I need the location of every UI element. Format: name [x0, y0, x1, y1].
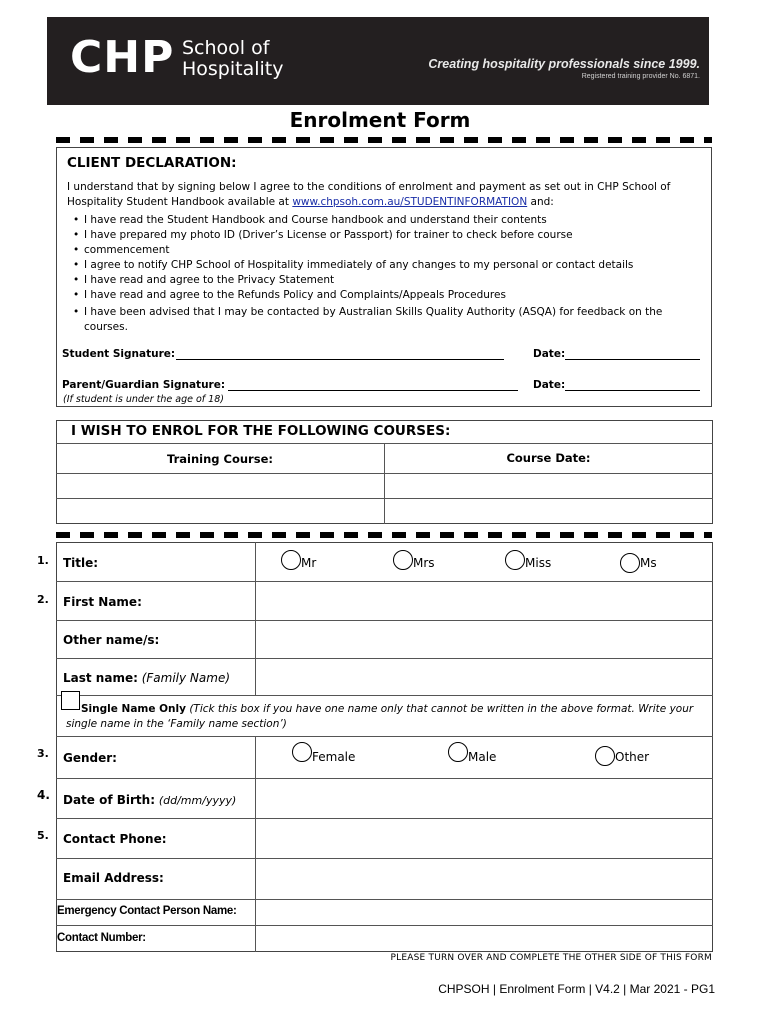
list-item: • I have read and agree to the Refunds Policy and Complaints/Appeals Procedures — [73, 288, 707, 303]
title-label: Title: — [63, 556, 99, 570]
gender-option-female[interactable]: Female — [292, 742, 355, 764]
radio-female[interactable] — [292, 742, 312, 762]
first-name-label: First Name: — [63, 595, 142, 609]
list-item: • I have prepared my photo ID (Driver’s License or Passport) for trainer to check before course — [73, 228, 707, 243]
row-number: 2. — [37, 593, 49, 606]
dob-label: Date of Birth: — [63, 793, 156, 807]
email-input[interactable] — [256, 859, 712, 899]
student-signature-label: Student Signature: — [62, 348, 176, 360]
single-name-note: (Tick this box if you have one name only that cannot be written in the above format. Write your single name in the ‘Family name section’) — [66, 703, 694, 730]
turn-over-note: PLEASE TURN OVER AND COMPLETE THE OTHER SIDE OF THIS FORM — [390, 953, 712, 963]
gender-option-male[interactable]: Male — [448, 742, 496, 764]
single-name-label: Single Name Only — [81, 703, 186, 715]
row-number: 5. — [37, 829, 49, 842]
contact-phone-label: Contact Phone: — [63, 832, 167, 846]
title-option-mrs[interactable]: Mrs — [393, 550, 435, 570]
parent-signature-label: Parent/Guardian Signature: — [62, 379, 226, 391]
contact-number-input[interactable] — [256, 926, 712, 951]
declaration-heading: CLIENT DECLARATION: — [67, 155, 237, 171]
dashed-divider — [56, 137, 712, 143]
col-training-course: Training Course: — [167, 452, 273, 466]
list-item: • commencement — [73, 243, 707, 258]
last-name-input[interactable] — [256, 659, 712, 695]
title-option-mr[interactable]: Mr — [281, 550, 316, 570]
parent-note: (If student is under the age of 18) — [63, 394, 224, 405]
contact-phone-input[interactable] — [256, 819, 712, 858]
logo-line-2: Hospitality — [182, 58, 284, 80]
parent-date-field[interactable] — [565, 390, 700, 391]
tagline: Creating hospitality professionals since 1999. — [428, 57, 700, 71]
single-name-text — [66, 702, 710, 732]
declaration-list — [73, 213, 707, 335]
col-course-date: Course Date: — [506, 451, 591, 465]
gender-option-other[interactable]: Other — [595, 746, 649, 766]
dob-label-group — [63, 793, 236, 807]
contact-number-label: Contact Number: — [57, 932, 146, 944]
courses-heading: I WISH TO ENROL FOR THE FOLLOWING COURSES: — [71, 423, 451, 439]
divider — [56, 695, 713, 696]
registered-provider: Registered training provider No. 6871. — [581, 73, 700, 80]
title-option-miss[interactable]: Miss — [505, 550, 551, 570]
parent-date-label: Date: — [533, 379, 566, 391]
first-name-input[interactable] — [256, 582, 712, 620]
title-option-ms[interactable]: Ms — [620, 553, 657, 573]
course-date-input-1[interactable] — [385, 474, 712, 498]
other-names-label: Other name/s: — [63, 633, 160, 647]
emergency-contact-input[interactable] — [256, 900, 712, 925]
radio-miss[interactable] — [505, 550, 525, 570]
dob-format: (dd/mm/yyyy) — [158, 794, 237, 807]
list-item: • I have read and agree to the Privacy Statement — [73, 273, 707, 288]
logo-chp: CHP — [70, 32, 175, 83]
student-date-label: Date: — [533, 348, 566, 360]
dob-input[interactable] — [256, 779, 712, 818]
course-input-1[interactable] — [57, 474, 384, 498]
declaration-intro: I understand that by signing below I agree to the conditions of enrolment and payment as set out in CHP School of Hospitality Student Handbook available at — [67, 181, 671, 208]
declaration-intro-end: and: — [530, 196, 554, 208]
parent-signature-field[interactable] — [228, 390, 518, 391]
course-date-input-2[interactable] — [385, 499, 712, 523]
radio-mrs[interactable] — [393, 550, 413, 570]
list-item: • I agree to notify CHP School of Hospitality immediately of any changes to my personal or contact details — [73, 258, 707, 273]
document-id: CHPSOH | Enrolment Form | V4.2 | Mar 2021 - PG1 — [438, 982, 715, 996]
gender-label: Gender: — [63, 751, 117, 765]
page-title: Enrolment Form — [289, 108, 471, 132]
radio-other[interactable] — [595, 746, 615, 766]
other-names-input[interactable] — [256, 621, 712, 658]
row-number: 1. — [37, 554, 49, 567]
student-info-link[interactable]: www.chpsoh.com.au/STUDENTINFORMATION — [292, 196, 528, 208]
radio-ms[interactable] — [620, 553, 640, 573]
emergency-contact-label: Emergency Contact Person Name: — [57, 905, 237, 917]
row-number: 3. — [37, 747, 49, 760]
list-item: • I have been advised that I may be contacted by Australian Skills Quality Authority (ASQA) for feedback on the courses. — [73, 305, 707, 335]
radio-male[interactable] — [448, 742, 468, 762]
list-item: • I have read the Student Handbook and Course handbook and understand their contents — [73, 213, 707, 228]
logo-line-1: School of — [182, 37, 270, 59]
radio-mr[interactable] — [281, 550, 301, 570]
declaration-body — [67, 180, 707, 335]
last-name-label-group — [63, 671, 230, 685]
email-label: Email Address: — [63, 871, 164, 885]
dashed-divider — [56, 532, 712, 538]
last-name-label: Last name: — [63, 671, 138, 685]
logo-school-name — [182, 38, 284, 80]
last-name-note: (Family Name) — [141, 671, 231, 685]
course-input-2[interactable] — [57, 499, 384, 523]
divider — [56, 736, 713, 737]
student-signature-field[interactable] — [176, 359, 504, 360]
row-number: 4. — [37, 788, 50, 802]
student-date-field[interactable] — [565, 359, 700, 360]
